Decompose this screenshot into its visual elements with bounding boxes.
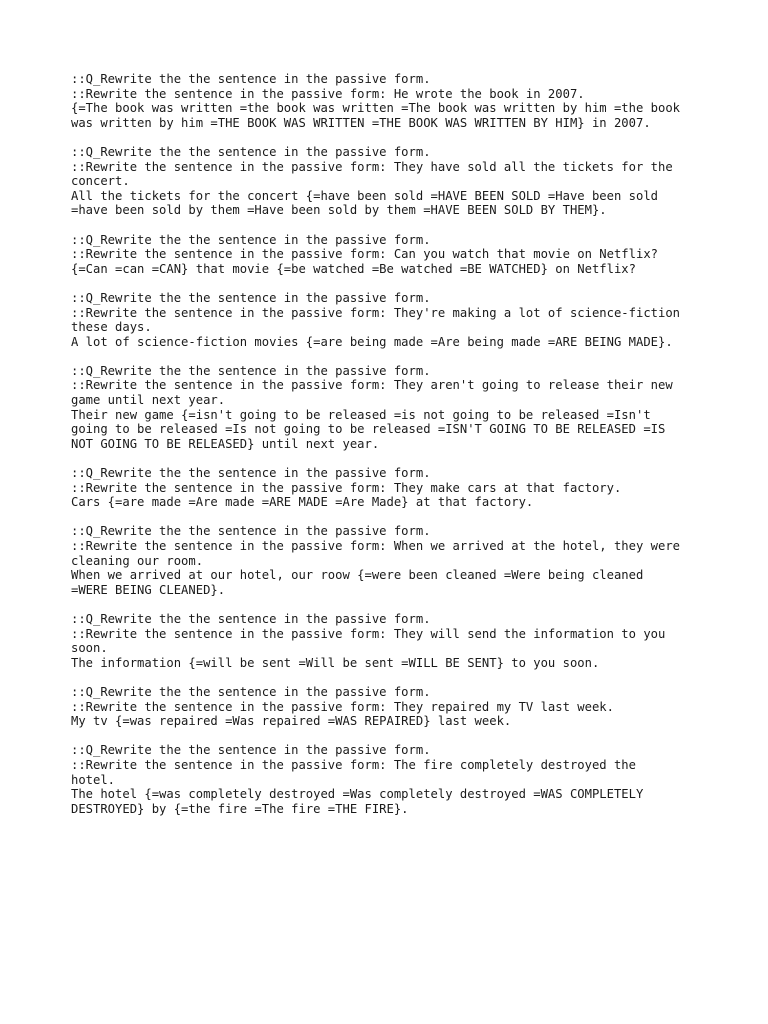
question-title: ::Q_Rewrite the the sentence in the passive form. <box>71 743 431 758</box>
document-page <box>71 72 711 831</box>
answer-line: =WERE BEING CLEANED}. <box>71 582 226 597</box>
answer-line: NOT GOING TO BE RELEASED} until next year. <box>71 436 380 451</box>
question-prompt-line: cleaning our room. <box>71 553 204 568</box>
question-prompt-line: soon. <box>71 641 108 656</box>
answer-line: =have been sold by them =Have been sold by them =HAVE BEEN SOLD BY THEM}. <box>71 203 607 218</box>
question-block-7 <box>71 524 711 597</box>
answer-line: {=The book was written =the book was written =The book was written by him =the book <box>71 101 681 116</box>
question-title: ::Q_Rewrite the the sentence in the passive form. <box>71 232 431 247</box>
question-prompt-line: ::Rewrite the sentence in the passive form: They will send the information to you <box>71 626 666 641</box>
answer-line: was written by him =THE BOOK WAS WRITTEN =THE BOOK WAS WRITTEN BY HIM} in 2007. <box>71 115 651 130</box>
question-block-9 <box>71 685 711 729</box>
answer-line: Cars {=are made =Are made =ARE MADE =Are Made} at that factory. <box>71 495 534 510</box>
question-title: ::Q_Rewrite the the sentence in the passive form. <box>71 363 431 378</box>
answer-line: A lot of science-fiction movies {=are being made =Are being made =ARE BEING MADE}. <box>71 334 673 349</box>
question-title: ::Q_Rewrite the the sentence in the passive form. <box>71 144 431 159</box>
question-prompt-line: ::Rewrite the sentence in the passive form: Can you watch that movie on Netflix? <box>71 247 658 262</box>
question-title: ::Q_Rewrite the the sentence in the passive form. <box>71 290 431 305</box>
question-prompt-line: ::Rewrite the sentence in the passive form: They're making a lot of science-fiction <box>71 305 681 320</box>
question-title: ::Q_Rewrite the the sentence in the passive form. <box>71 466 431 481</box>
answer-line: Their new game {=isn't going to be released =is not going to be released =Isn't <box>71 407 651 422</box>
answer-line: When we arrived at our hotel, our roow {=were been cleaned =Were being cleaned <box>71 568 644 583</box>
question-block-1 <box>71 72 711 130</box>
question-title: ::Q_Rewrite the the sentence in the passive form. <box>71 611 431 626</box>
question-block-2 <box>71 145 711 218</box>
question-title: ::Q_Rewrite the the sentence in the passive form. <box>71 684 431 699</box>
question-prompt-line: ::Rewrite the sentence in the passive form: They repaired my TV last week. <box>71 699 614 714</box>
question-block-6 <box>71 466 711 510</box>
question-prompt-line: ::Rewrite the sentence in the passive form: The fire completely destroyed the <box>71 757 636 772</box>
question-block-10 <box>71 743 711 816</box>
question-prompt-line: game until next year. <box>71 393 226 408</box>
answer-line: The information {=will be sent =Will be sent =WILL BE SENT} to you soon. <box>71 655 600 670</box>
question-block-4 <box>71 291 711 349</box>
question-block-8 <box>71 612 711 670</box>
answer-line: DESTROYED} by {=the fire =The fire =THE FIRE}. <box>71 801 409 816</box>
question-title: ::Q_Rewrite the the sentence in the passive form. <box>71 524 431 539</box>
question-block-3 <box>71 233 711 277</box>
answer-line: All the tickets for the concert {=have been sold =HAVE BEEN SOLD =Have been sold <box>71 188 658 203</box>
question-block-5 <box>71 364 711 452</box>
question-prompt-line: ::Rewrite the sentence in the passive form: When we arrived at the hotel, they were <box>71 539 681 553</box>
question-prompt-line: ::Rewrite the sentence in the passive form: They have sold all the tickets for the <box>71 159 673 174</box>
answer-line: The hotel {=was completely destroyed =Was completely destroyed =WAS COMPLETELY <box>71 787 644 802</box>
answer-line: {=Can =can =CAN} that movie {=be watched =Be watched =BE WATCHED} on Netflix? <box>71 261 636 276</box>
question-prompt-line: ::Rewrite the sentence in the passive form: He wrote the book in 2007. <box>71 86 585 101</box>
question-prompt-line: these days. <box>71 320 152 335</box>
answer-line: going to be released =Is not going to be released =ISN'T GOING TO BE RELEASED =IS <box>71 422 666 437</box>
question-title: ::Q_Rewrite the the sentence in the passive form. <box>71 72 431 86</box>
question-prompt-line: concert. <box>71 174 130 189</box>
question-prompt-line: hotel. <box>71 772 116 787</box>
question-prompt-line: ::Rewrite the sentence in the passive form: They make cars at that factory. <box>71 480 622 495</box>
question-prompt-line: ::Rewrite the sentence in the passive form: They aren't going to release their new <box>71 378 673 393</box>
answer-line: My tv {=was repaired =Was repaired =WAS REPAIRED} last week. <box>71 714 512 729</box>
